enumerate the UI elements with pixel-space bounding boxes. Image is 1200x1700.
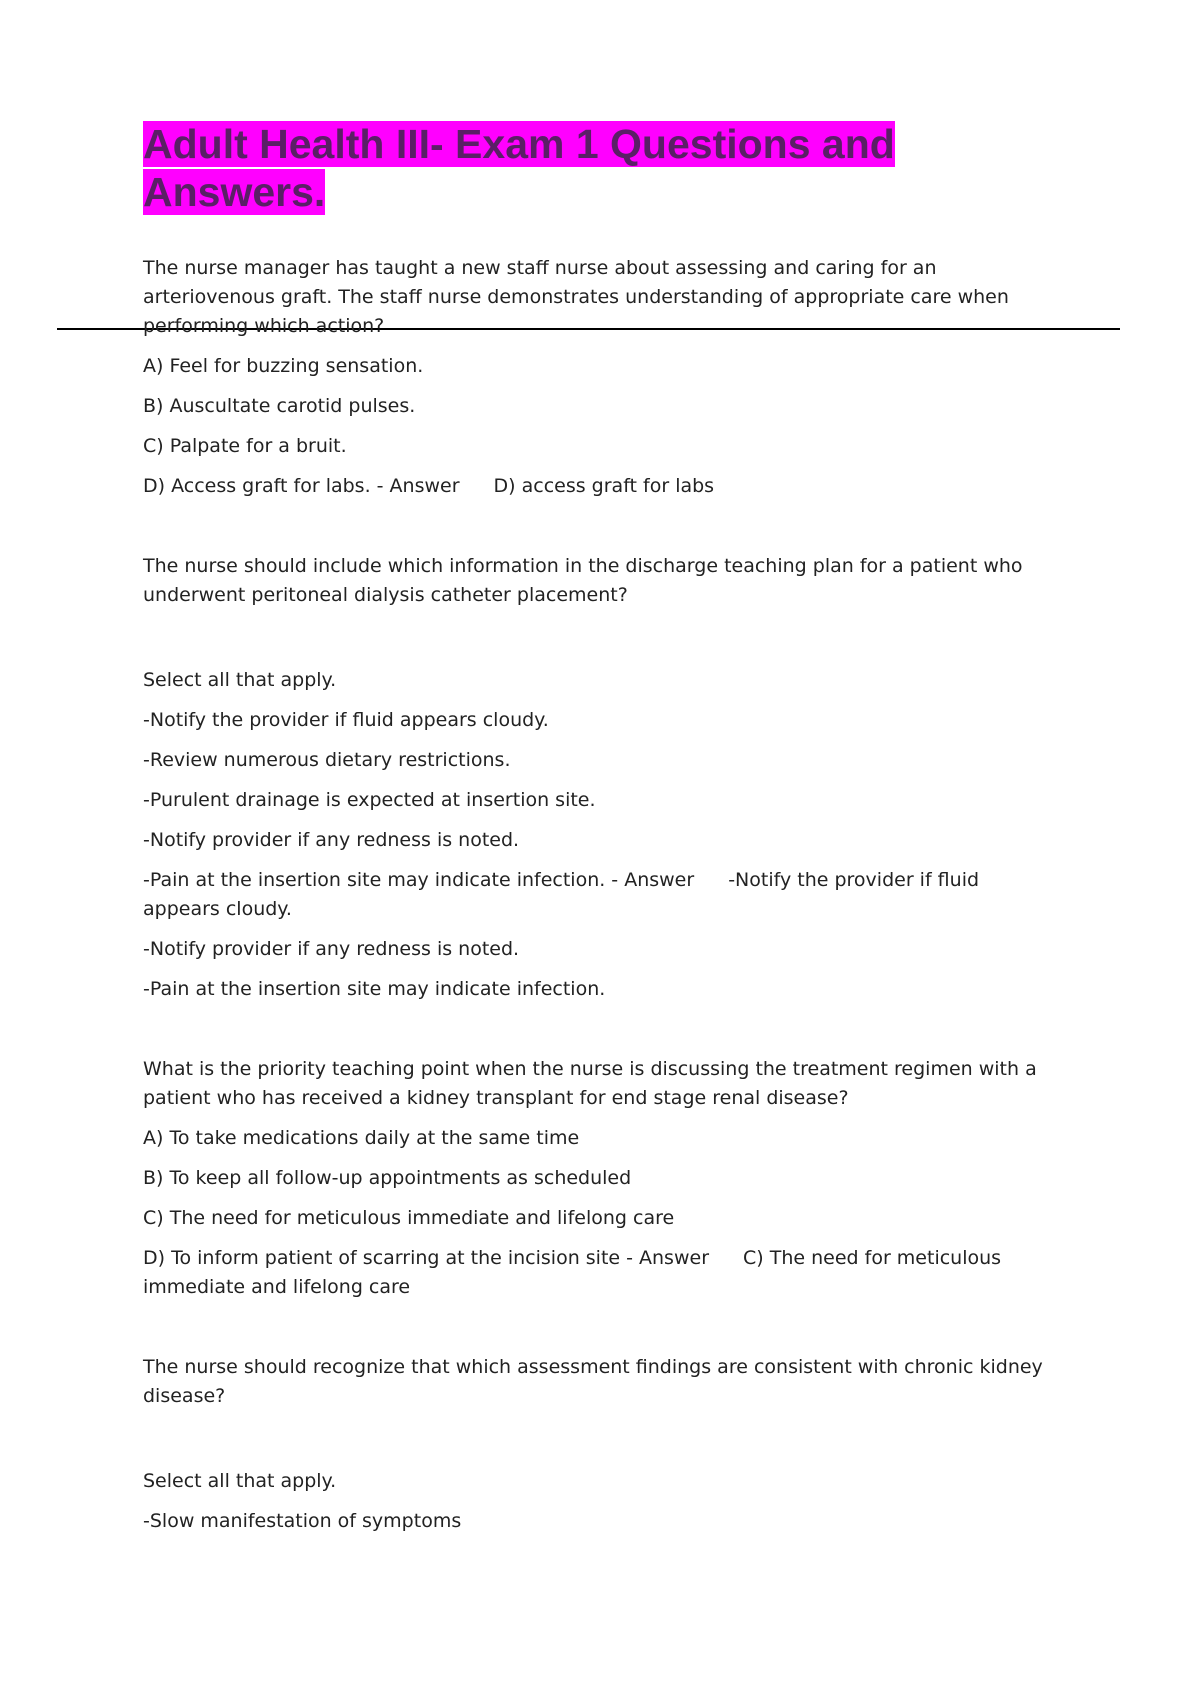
question-2-option-4: -Notify provider if any redness is noted. bbox=[143, 829, 520, 851]
question-1-option-c: C) Palpate for a bruit. bbox=[143, 435, 347, 457]
question-3-option-d-answer bbox=[143, 1244, 1043, 1302]
question-2-option-3: -Purulent drainage is expected at insertion site. bbox=[143, 789, 596, 811]
question-3-text: What is the priority teaching point when the nurse is discussing the treatment regimen with a patient who has received a kidney transplant for end stage renal disease? bbox=[143, 1058, 1037, 1109]
question-1-option-d: D) Access graft for labs. - Answer bbox=[143, 475, 460, 497]
question-3-answer: C) The need for meticulous immediate and lifelong care bbox=[143, 1247, 1002, 1298]
question-2-answer-2: -Notify provider if any redness is noted. bbox=[143, 938, 520, 960]
question-2-option-5-answer bbox=[143, 866, 1043, 924]
question-2-text: The nurse should include which information in the discharge teaching plan for a patient who underwent peritoneal dialysis catheter placement? bbox=[143, 555, 1023, 606]
title-highlight: Adult Health III- Exam 1 Questions and Answers. bbox=[143, 121, 895, 215]
document-title bbox=[143, 120, 1043, 216]
question-4-instruction: Select all that apply. bbox=[143, 1470, 337, 1492]
question-2-option-5: -Pain at the insertion site may indicate infection. - Answer bbox=[143, 869, 695, 891]
question-1 bbox=[143, 254, 1043, 501]
question-2-option-1: -Notify the provider if fluid appears cloudy. bbox=[143, 709, 549, 731]
question-2-answer-3: -Pain at the insertion site may indicate infection. bbox=[143, 978, 606, 1000]
question-1-option-a: A) Feel for buzzing sensation. bbox=[143, 355, 424, 377]
question-3-option-a: A) To take medications daily at the same time bbox=[143, 1127, 580, 1149]
question-3 bbox=[143, 1055, 1043, 1302]
question-3-option-c: C) The need for meticulous immediate and lifelong care bbox=[143, 1207, 675, 1229]
question-1-option-d-answer bbox=[143, 472, 1043, 501]
question-3-option-d: D) To inform patient of scarring at the incision site - Answer bbox=[143, 1247, 710, 1269]
document-page bbox=[143, 120, 1043, 1547]
question-1-text: The nurse manager has taught a new staff nurse about assessing and caring for an arteriovenous graft. The staff nurse demonstrates understanding of appropriate care when performing which action? bbox=[143, 257, 1009, 337]
question-2-instruction: Select all that apply. bbox=[143, 669, 337, 691]
question-1-answer: D) access graft for labs bbox=[493, 475, 715, 497]
question-1-option-b: B) Auscultate carotid pulses. bbox=[143, 395, 416, 417]
question-2 bbox=[143, 552, 1043, 1004]
question-4 bbox=[143, 1353, 1043, 1536]
question-4-text: The nurse should recognize that which assessment findings are consistent with chronic kidney disease? bbox=[143, 1356, 1043, 1407]
question-2-answer-1: -Notify the provider if fluid appears cloudy. bbox=[143, 869, 980, 920]
question-3-option-b: B) To keep all follow-up appointments as scheduled bbox=[143, 1167, 632, 1189]
question-4-option-1: -Slow manifestation of symptoms bbox=[143, 1510, 462, 1532]
question-2-option-2: -Review numerous dietary restrictions. bbox=[143, 749, 511, 771]
